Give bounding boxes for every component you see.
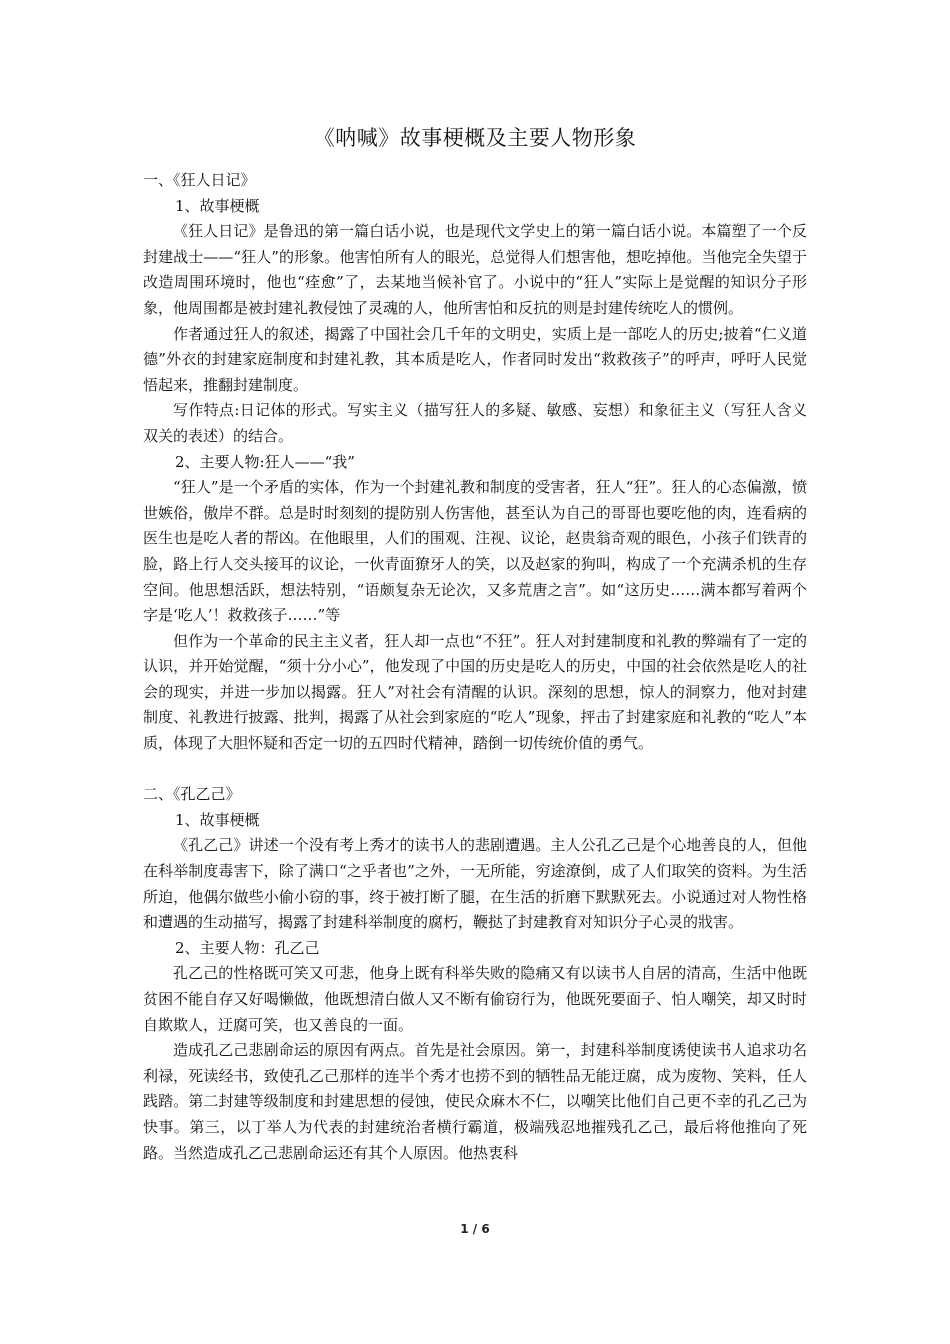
subsection-heading: 1、故事梗概 [175,810,260,829]
paragraph: 孔乙己的性格既可笑又可悲，他身上既有科举失败的隐痛又有以读书人自居的清高，生活中他既贫困不能自存又好喝懒做，他既想清白做人又不断有偷窃行为，他既死要面子、怕人嘲笑，却又时时自欺欺人，迂腐可笑，也又善良的一面。 [143,964,807,1034]
subsection-heading: 2、主要人物：孔乙己 [175,938,320,957]
section-spacer [143,757,807,783]
paragraph: 《狂人日记》是鲁迅的第一篇白话小说，也是现代文学史上的第一篇白话小说。本篇塑了一个反封建战士——“狂人”的形象。他害怕所有人的眼光，总觉得人们想害他，想吃掉他。当他完全失望于改造周围环境时，他也“痊愈”了，去某地当候补官了。小说中的“狂人”实际上是觉醒的知识分子形象，他周围都是被封建礼教侵蚀了灵魂的人，他所害怕和反抗的则是封建传统吃人的惯例。 [143,222,807,317]
page-number: 1 / 6 [460,1222,490,1236]
subsection-heading: 1、故事梗概 [175,196,260,215]
paragraph: 作者通过狂人的叙述，揭露了中国社会几千年的文明史，实质上是一部吃人的历史;披着“仁义道德”外衣的封建家庭制度和封建礼教，其本质是吃人，作者同时发出“救救孩子”的呼声，呼吁人民觉悟起来，推翻封建制度。 [143,324,807,394]
section-heading: 二、《孔乙己》 [143,785,241,804]
paragraph: 《孔乙己》讲述一个没有考上秀才的读书人的悲剧遭遇。主人公孔乙己是个心地善良的人，但他在科举制度毒害下，除了满口“之乎者也”之外，一无所能，穷途潦倒，成了人们取笑的资料。为生活所迫，他偶尔做些小偷小窃的事，终于被打断了腿，在生活的折磨下默默死去。小说通过对人物性格和遭遇的生动描写，揭露了封建科举制度的腐朽，鞭挞了封建教育对知识分子心灵的戕害。 [143,836,807,932]
document-body [143,168,807,1166]
document-title: 《呐喊》故事梗概及主要人物形象 [313,126,637,150]
paragraph: 造成孔乙己悲剧命运的原因有两点。首先是社会原因。第一，封建科举制度诱使读书人追求功名利禄，死读经书，致使孔乙己那样的连半个秀才也捞不到的牺牲品无能迂腐，成为废物、笑料，任人践踏。第二封建等级制度和封建思想的侵蚀，使民众麻木不仁，以嘲笑比他们自己更不幸的孔乙己为快事。第三，以丁举人为代表的封建统治者横行霸道，极端残忍地摧残孔乙己，最后将他推向了死路。当然造成孔乙己悲剧命运还有其个人原因。他热衷科 [143,1041,807,1162]
paragraph: 写作特点:日记体的形式。写实主义（描写狂人的多疑、敏感、妄想）和象征主义（写狂人含义双关的表述）的结合。 [143,401,807,445]
section-heading: 一、《狂人日记》 [143,171,256,189]
paragraph: “狂人”是一个矛盾的实体，作为一个封建礼教和制度的受害者，狂人“狂”。狂人的心态偏激，愤世嫉俗，傲岸不群。总是时时刻刻的提防别人伤害他，甚至认为自己的哥哥也要吃他的肉，连看病的医生也是吃人者的帮凶。在他眼里，人们的围观、注视、议论，赵贵翁奇观的眼色，小孩子们铁青的脸，路上行人交头接耳的议论，一伙青面獠牙人的笑，以及赵家的狗叫，构成了一个充满杀机的生存空间。他思想活跃，想法特别，“语颇复杂无论次，又多荒唐之言”。如“这历史……满本都写着两个字是‘吃人’！救救孩子……”等 [143,478,807,625]
subsection-heading: 2、主要人物:狂人——“我” [175,452,355,471]
paragraph: 但作为一个革命的民主主义者，狂人却一点也“不狂”。狂人对封建制度和礼教的弊端有了一定的认识，并开始觉醒，“须十分小心”，他发现了中国的历史是吃人的历史，中国的社会依然是吃人的社会的现实，并进一步加以揭露。狂人”对社会有清醒的认识。深刻的思想，惊人的洞察力，他对封建制度、礼教进行披露、批判，揭露了从社会到家庭的“吃人”现象，抨击了封建家庭和礼教的“吃人”本质，体现了大胆怀疑和否定一切的五四时代精神，踏倒一切传统价值的勇气。 [143,631,807,753]
